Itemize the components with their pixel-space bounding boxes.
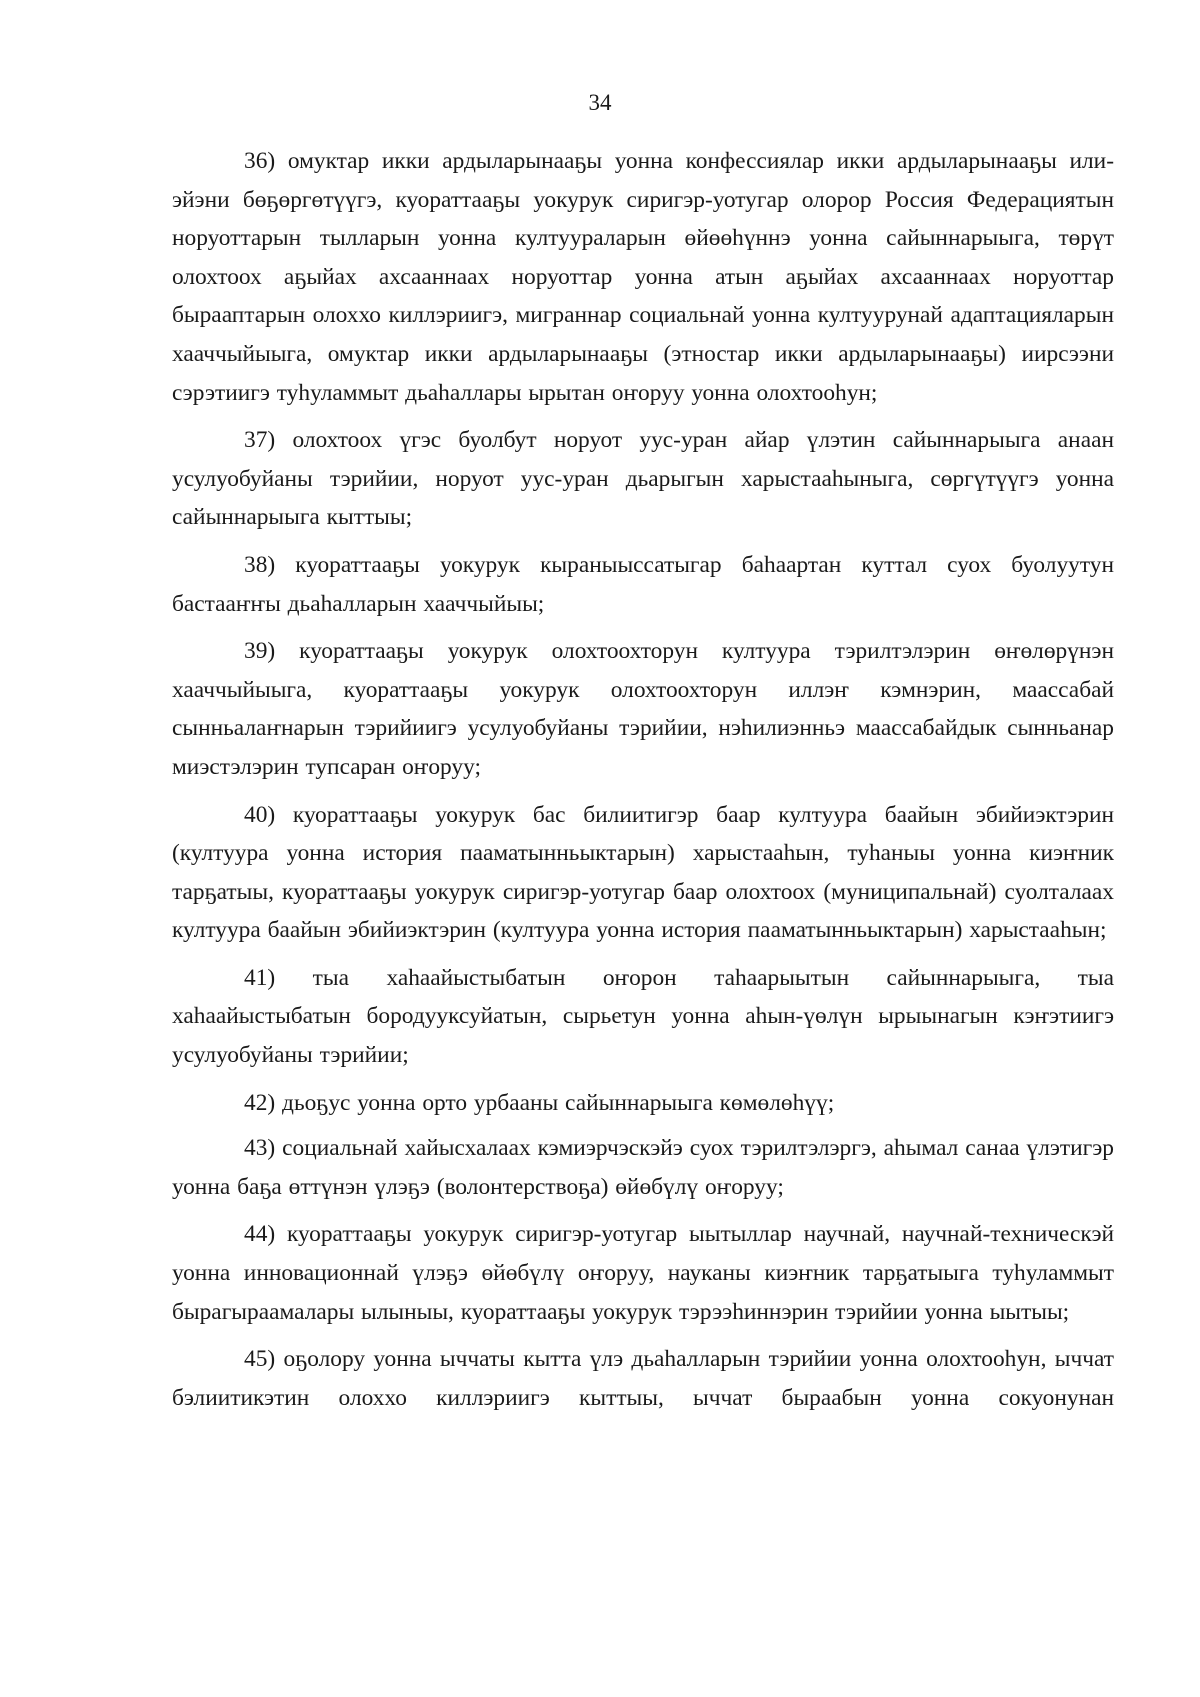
item-text: дьоҕус уонна орто урбааны сайыннарыыга көмөлөһүү;	[282, 1089, 835, 1116]
item-text: тыа хаһаайыстыбатын оҥорон таһаарыытын сайыннарыыга, тыа хаһаайыстыбатын бородууксуйатын, сырьетун уонна аһын-үөлүн ырыынагын кэҥэтиигэ усулуобуйаны тэрийии;	[172, 964, 1114, 1069]
item-number: 42)	[244, 1089, 276, 1116]
paragraph-36	[172, 142, 1114, 412]
item-number: 40)	[244, 801, 276, 828]
item-number: 38)	[244, 551, 276, 578]
item-number: 44)	[244, 1221, 276, 1248]
item-number: 37)	[244, 427, 276, 454]
paragraph-43	[172, 1129, 1114, 1206]
item-text: олохтоох үгэс буолбут норуот уус-уран айар үлэтин сайыннарыыга анаан усулуобуйаны тэрийии, норуот уус-уран дьарыгын харыстааһыныгa, сөргүтүүгэ уонна сайыннарыыга кыттыы;	[172, 427, 1114, 531]
paragraph-45	[172, 1340, 1114, 1417]
paragraph-39	[172, 632, 1114, 786]
item-text: куораттааҕы уокурук бас билиитигэр баар култуура баайын эбийиэктэрин (култуура уонна история пааматынньыктарын) харыстааһын, туһаныы уонна киэҥник тарҕатыы, куораттааҕы уокурук сиригэр-уотугар баар олохтоох (муниципальнай) суолталаах култуура баайын эбийиэктэрин (култуура уонна история пааматынньыктарын) харыстааһын;	[172, 801, 1114, 944]
item-text: оҕолору уонна ыччаты кытта үлэ дьаһалларын тэрийии уонна олохтооһун, ыччат бэлиитикэтин олоххо киллэриигэ кыттыы, ыччат быраабын уонна сокуонунан	[172, 1346, 1114, 1411]
paragraph-42	[172, 1084, 1114, 1123]
item-text: омуктар икки ардыларынааҕы уонна конфессиялар икки ардыларынааҕы или-эйэни бөҕөргөтүүгэ, куораттааҕы уокурук сиригэр-уотугар олорор Россия Федерациятын норуоттарын тылларын уонна култуураларын өйөөһүннэ уонна сайыннарыыга, төрүт олохтоох аҕыйах ахсааннаах норуоттар уонна атын аҕыйах ахсааннаах норуоттар бырааптарын олоххо киллэриигэ, миграннар социальнай уонна култуурунай адаптацияларын хааччыйыыга, омуктар икки ардыларынааҕы (этностар икки ардыларынааҕы) иирсээни сэрэтиигэ туһуламмыт дьаһаллары ырытан оҥоруу уонна олохтооһун;	[172, 148, 1114, 406]
item-text: куораттааҕы уокурук олохтоохторун култуура тэрилтэлэрин өҥөлөрүнэн хааччыйыыга, куораттааҕы уокурук олохтоохторун иллэҥ кэмнэрин, маассабай сынньалаҥнарын тэрийиигэ усулуобуйаны тэрийии, нэһилиэнньэ маассабайдык сынньанар миэстэлэрин тупсаран оҥоруу;	[172, 638, 1114, 780]
item-text: социальнай хайысхалаах кэмиэрчэскэйэ суох тэрилтэлэргэ, аһымал санаа үлэтигэр уонна баҕа өттүнэн үлэҕэ (волонтерствоҕа) өйөбүлү оҥоруу;	[172, 1135, 1114, 1200]
item-number: 43)	[244, 1135, 276, 1162]
page-number: 34	[588, 90, 612, 115]
document-body	[172, 142, 1114, 1426]
item-text: куораттааҕы уокурук кыраныыссатыгар баһаартан куттал суох буолуутун бастааҥҥы дьаһалларын хааччыйыы;	[172, 551, 1114, 617]
item-number: 36)	[244, 148, 276, 174]
paragraph-38	[172, 546, 1114, 623]
paragraph-37	[172, 421, 1114, 537]
item-text: куораттааҕы уокурук сиригэр-уотугар ыытыллар научнай, научнай-техническэй уонна инновационнай үлэҕэ өйөбүлү оҥоруу, науканы киэҥник тарҕатыыга туһуламмыт бырагыраамалары ылыныы, куораттааҕы уокурук тэрээһиннэрин тэрийии уонна ыытыы;	[172, 1221, 1114, 1325]
item-number: 41)	[244, 964, 276, 991]
paragraph-40	[172, 796, 1114, 950]
paragraph-41	[172, 959, 1114, 1075]
item-number: 45)	[244, 1346, 276, 1373]
paragraph-44	[172, 1215, 1114, 1331]
item-number: 39)	[244, 638, 276, 665]
